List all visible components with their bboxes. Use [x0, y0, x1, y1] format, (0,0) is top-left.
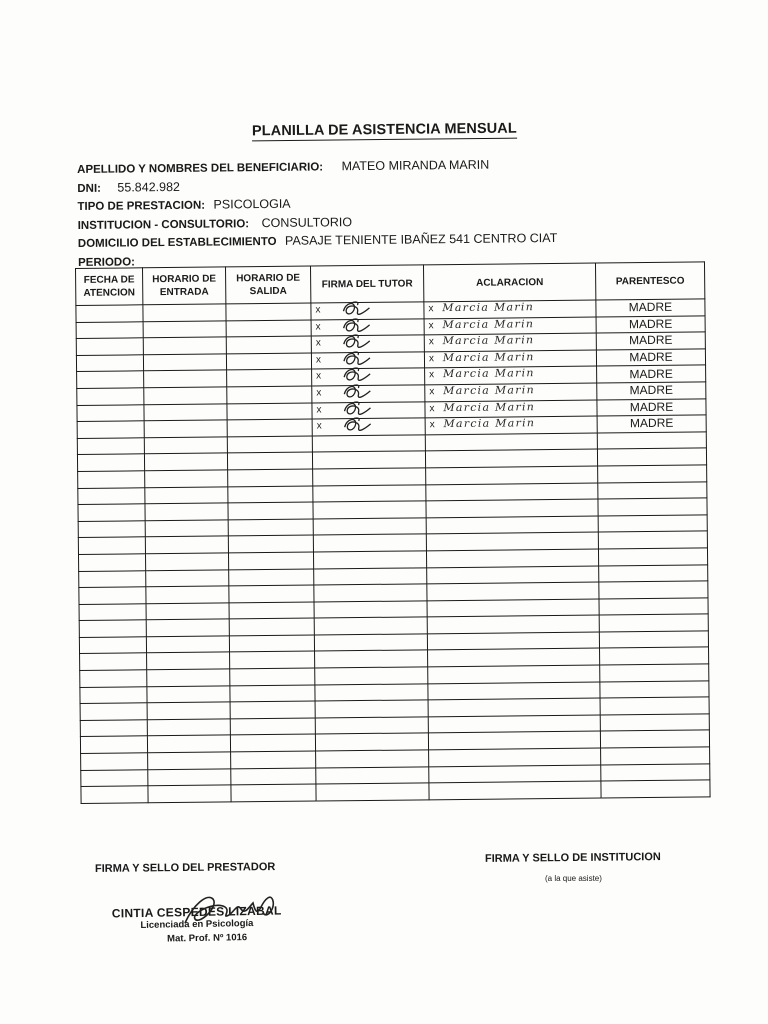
info-value: 55.842.982: [117, 179, 181, 195]
empty-cell: [315, 683, 428, 701]
cell-salida: [227, 403, 312, 420]
cell-entrada: [144, 403, 227, 420]
empty-cell: [598, 498, 707, 516]
column-header-salida: HORARIO DE SALIDA: [225, 266, 310, 304]
empty-cell: [230, 651, 315, 668]
empty-cell: [425, 449, 597, 467]
parentesco-value: MADRE: [628, 316, 673, 332]
cell-salida: [226, 320, 311, 337]
cross-mark: x: [316, 370, 322, 382]
empty-cell: [315, 700, 428, 718]
cell-salida: [226, 353, 311, 370]
parentesco-value: MADRE: [629, 383, 674, 398]
cell-salida: [226, 336, 311, 353]
empty-cell: [80, 670, 147, 687]
empty-cell: [313, 468, 426, 486]
cross-mark: x: [429, 419, 435, 431]
empty-cell: [428, 698, 600, 716]
stamp-registration: Mat. Prof. Nº 1016: [167, 932, 248, 945]
empty-cell: [230, 668, 315, 685]
empty-cell: [145, 520, 228, 537]
cell-entrada: [143, 337, 226, 354]
empty-cell: [80, 736, 147, 753]
empty-cell: [597, 448, 706, 466]
empty-cell: [81, 753, 148, 770]
empty-cell: [426, 483, 598, 501]
empty-cell: [601, 764, 710, 782]
empty-cell: [80, 703, 147, 720]
institucion-signature-label: FIRMA Y SELLO DE INSTITUCION: [484, 851, 661, 865]
cell-entrada: [144, 370, 227, 387]
info-label: TIPO DE PRESTACION:: [77, 199, 206, 213]
cell-parentesco: [596, 349, 705, 367]
empty-cell: [598, 548, 707, 566]
cell-salida: [227, 369, 312, 386]
empty-cell: [600, 664, 709, 682]
empty-cell: [145, 536, 228, 553]
empty-cell: [427, 632, 599, 650]
empty-cell: [145, 503, 228, 520]
empty-cell: [79, 587, 146, 604]
empty-cell: [427, 599, 599, 617]
cell-fecha: [77, 404, 144, 421]
cell-fecha: [76, 338, 143, 355]
cell-parentesco: [597, 365, 706, 383]
cell-salida: [227, 419, 312, 436]
empty-cell: [426, 466, 598, 484]
cell-parentesco: [597, 398, 706, 416]
cross-mark: x: [429, 369, 435, 381]
empty-cell: [314, 584, 427, 602]
cross-mark: x: [429, 386, 435, 398]
empty-cell: [228, 486, 313, 503]
empty-cell: [145, 486, 228, 503]
cell-entrada: [144, 420, 227, 437]
cross-mark: x: [315, 354, 322, 366]
beneficiary-info: [77, 154, 678, 271]
cell-aclaracion: [425, 366, 597, 384]
empty-cell: [229, 635, 314, 652]
aclaracion-handwriting: Marcia Marin: [442, 317, 535, 331]
empty-cell: [598, 481, 707, 499]
empty-cell: [146, 603, 229, 620]
empty-cell: [599, 598, 708, 616]
aclaracion-handwriting: Marcia Marin: [443, 400, 536, 414]
info-value: CONSULTORIO: [261, 214, 353, 230]
empty-cell: [229, 618, 314, 635]
cell-fecha: [77, 371, 144, 388]
empty-cell: [598, 465, 707, 483]
empty-cell: [312, 451, 425, 469]
empty-cell: [81, 786, 148, 803]
empty-cell: [314, 601, 427, 619]
empty-cell: [314, 634, 427, 652]
empty-cell: [79, 603, 146, 620]
cell-fecha: [77, 388, 144, 405]
info-value: PSICOLOGIA: [213, 196, 291, 212]
empty-cell: [601, 747, 710, 765]
empty-cell: [146, 569, 229, 586]
cross-mark: x: [429, 402, 435, 414]
empty-cell: [599, 564, 708, 582]
empty-cell: [426, 516, 598, 534]
empty-cell: [146, 619, 229, 636]
stamp-name: CINTIA CESPEDES LIZABAL: [111, 903, 282, 921]
parentesco-value: MADRE: [629, 333, 673, 348]
empty-cell: [231, 751, 316, 768]
empty-cell: [426, 499, 598, 517]
empty-cell: [227, 436, 312, 453]
cross-mark: x: [428, 319, 434, 331]
cell-fecha: [76, 321, 143, 338]
empty-cell: [316, 766, 429, 784]
cross-mark: x: [315, 321, 321, 333]
cell-firma: [312, 418, 425, 436]
info-label: PERIODO:: [78, 255, 136, 269]
prestador-signature-label: FIRMA Y SELLO DEL PRESTADOR: [94, 861, 276, 875]
cell-aclaracion: [425, 400, 597, 418]
empty-cell: [228, 535, 313, 552]
empty-cell: [147, 719, 230, 736]
empty-cell: [599, 581, 708, 599]
empty-cell: [81, 769, 148, 786]
cell-parentesco: [596, 315, 705, 333]
empty-cell: [229, 602, 314, 619]
empty-cell: [228, 519, 313, 536]
empty-cell: [314, 567, 427, 585]
empty-cell: [600, 714, 709, 732]
empty-cell: [78, 471, 145, 488]
empty-cell: [316, 750, 429, 768]
parentesco-value: MADRE: [629, 349, 673, 365]
empty-cell: [229, 585, 314, 602]
empty-cell: [229, 569, 314, 586]
info-label: APELLIDO Y NOMBRES DEL BENEFICIARIO:: [77, 161, 324, 176]
empty-cell: [79, 570, 146, 587]
empty-cell: [228, 552, 313, 569]
empty-cell: [313, 551, 426, 569]
cross-mark: x: [316, 387, 322, 399]
empty-cell: [145, 470, 228, 487]
cell-parentesco: [597, 415, 706, 433]
document-title: PLANILLA DE ASISTENCIA MENSUAL: [251, 120, 517, 140]
info-value: MATEO MIRANDA MARIN: [341, 157, 490, 174]
empty-cell: [597, 432, 706, 450]
aclaracion-handwriting: Marcia Marin: [443, 417, 536, 431]
empty-cell: [77, 454, 144, 471]
cross-mark: x: [316, 403, 322, 416]
empty-cell: [80, 686, 147, 703]
cell-fecha: [76, 355, 143, 372]
empty-cell: [78, 554, 145, 571]
empty-cell: [231, 768, 316, 785]
attendance-table-wrap: [75, 261, 710, 813]
empty-cell: [600, 730, 709, 748]
empty-cell: [316, 783, 429, 801]
info-label: INSTITUCION - CONSULTORIO:: [77, 217, 250, 232]
column-header-entrada: HORARIO DE ENTRADA: [143, 267, 226, 305]
cell-entrada: [143, 321, 226, 338]
info-label: DNI:: [77, 182, 102, 195]
cross-mark: x: [428, 303, 434, 315]
empty-cell: [80, 653, 147, 670]
empty-cell: [315, 717, 428, 735]
cell-aclaracion: [424, 333, 596, 351]
empty-cell: [79, 620, 146, 637]
empty-cell: [429, 765, 601, 783]
empty-cell: [428, 715, 600, 733]
institucion-signature-sublabel: (a la que asiste): [545, 874, 602, 883]
empty-cell: [428, 731, 600, 749]
empty-cell: [312, 435, 425, 453]
empty-cell: [146, 586, 229, 603]
empty-cell: [148, 752, 231, 769]
cell-parentesco: [597, 382, 706, 400]
empty-cell: [78, 537, 145, 554]
aclaracion-handwriting: Marcia Marin: [442, 367, 535, 381]
empty-cell: [428, 682, 600, 700]
empty-cell: [426, 532, 598, 550]
cell-aclaracion: [424, 317, 596, 335]
aclaracion-handwriting: Marcia Marin: [442, 350, 535, 364]
empty-cell: [429, 781, 601, 799]
empty-cell: [313, 518, 426, 536]
cell-salida: [227, 386, 312, 403]
parentesco-value: MADRE: [629, 416, 674, 431]
empty-cell: [80, 720, 147, 737]
column-header-firma: FIRMA DEL TUTOR: [310, 265, 423, 303]
empty-cell: [313, 534, 426, 552]
aclaracion-handwriting: Marcia Marin: [442, 301, 535, 315]
empty-cell: [147, 669, 230, 686]
empty-cell: [313, 484, 426, 502]
column-header-fecha: FECHA DE ATENCION: [76, 268, 143, 306]
empty-cell: [429, 748, 601, 766]
empty-cell: [427, 582, 599, 600]
empty-cell: [428, 665, 600, 683]
cross-mark: x: [428, 336, 434, 348]
cell-aclaracion: [424, 350, 596, 368]
cell-entrada: [143, 304, 226, 321]
empty-cell: [598, 531, 707, 549]
info-label: DOMICILIO DEL ESTABLECIMIENTO: [77, 235, 277, 250]
empty-cell: [144, 437, 227, 454]
cell-aclaracion: [425, 383, 597, 401]
empty-cell: [146, 636, 229, 653]
parentesco-value: MADRE: [629, 399, 674, 415]
empty-cell: [315, 667, 428, 685]
cell-aclaracion: [424, 300, 596, 318]
cross-mark: x: [315, 304, 321, 316]
empty-cell: [600, 697, 709, 715]
empty-cell: [230, 685, 315, 702]
column-header-aclaracion: ACLARACION: [423, 263, 595, 302]
empty-cell: [148, 785, 231, 802]
empty-cell: [600, 647, 709, 665]
prestador-handwritten-signature: [175, 885, 285, 935]
empty-cell: [78, 504, 145, 521]
aclaracion-handwriting: Marcia Marin: [443, 384, 535, 398]
stamp-title: Licenciada en Psicología: [140, 918, 254, 931]
empty-cell: [230, 718, 315, 735]
empty-cell: [147, 686, 230, 703]
empty-cell: [227, 452, 312, 469]
empty-cell: [147, 702, 230, 719]
empty-cell: [230, 701, 315, 718]
cell-parentesco: [596, 332, 705, 350]
cross-mark: x: [315, 337, 321, 349]
empty-cell: [145, 553, 228, 570]
cell-parentesco: [596, 299, 705, 317]
empty-cell: [147, 652, 230, 669]
empty-cell: [426, 549, 598, 567]
empty-cell: [79, 637, 146, 654]
empty-cell: [148, 769, 231, 786]
aclaracion-handwriting: Marcia Marin: [442, 334, 535, 348]
empty-cell: [147, 735, 230, 752]
empty-cell: [230, 734, 315, 751]
empty-cell: [78, 487, 145, 504]
info-value: PASAJE TENIENTE IBAÑEZ 541 CENTRO CIAT: [284, 230, 558, 248]
cell-salida: [226, 303, 311, 320]
empty-cell: [315, 650, 428, 668]
empty-cell: [144, 453, 227, 470]
empty-cell: [77, 438, 144, 455]
empty-cell: [599, 631, 708, 649]
empty-cell: [601, 780, 710, 798]
empty-cell: [598, 515, 707, 533]
tutor-signature-scribble: [341, 415, 375, 435]
cell-fecha: [76, 305, 143, 322]
empty-cell: [425, 433, 597, 451]
empty-cell: [427, 566, 599, 584]
parentesco-value: MADRE: [628, 300, 673, 315]
cross-mark: x: [316, 420, 322, 432]
empty-cell: [228, 469, 313, 486]
cross-mark: x: [428, 353, 435, 365]
empty-cell: [428, 648, 600, 666]
empty-cell: [599, 614, 708, 632]
parentesco-value: MADRE: [629, 366, 673, 381]
column-header-parentesco: PARENTESCO: [595, 262, 704, 300]
cell-entrada: [144, 387, 227, 404]
empty-cell: [315, 733, 428, 751]
attendance-table: [75, 261, 711, 803]
empty-cell: [313, 501, 426, 519]
empty-cell: [78, 520, 145, 537]
empty-cell: [600, 681, 709, 699]
empty-cell: [231, 784, 316, 801]
cell-entrada: [143, 354, 226, 371]
empty-cell: [314, 617, 427, 635]
empty-cell: [228, 502, 313, 519]
empty-cell: [427, 615, 599, 633]
cell-aclaracion: [425, 416, 597, 434]
cell-fecha: [77, 421, 144, 438]
